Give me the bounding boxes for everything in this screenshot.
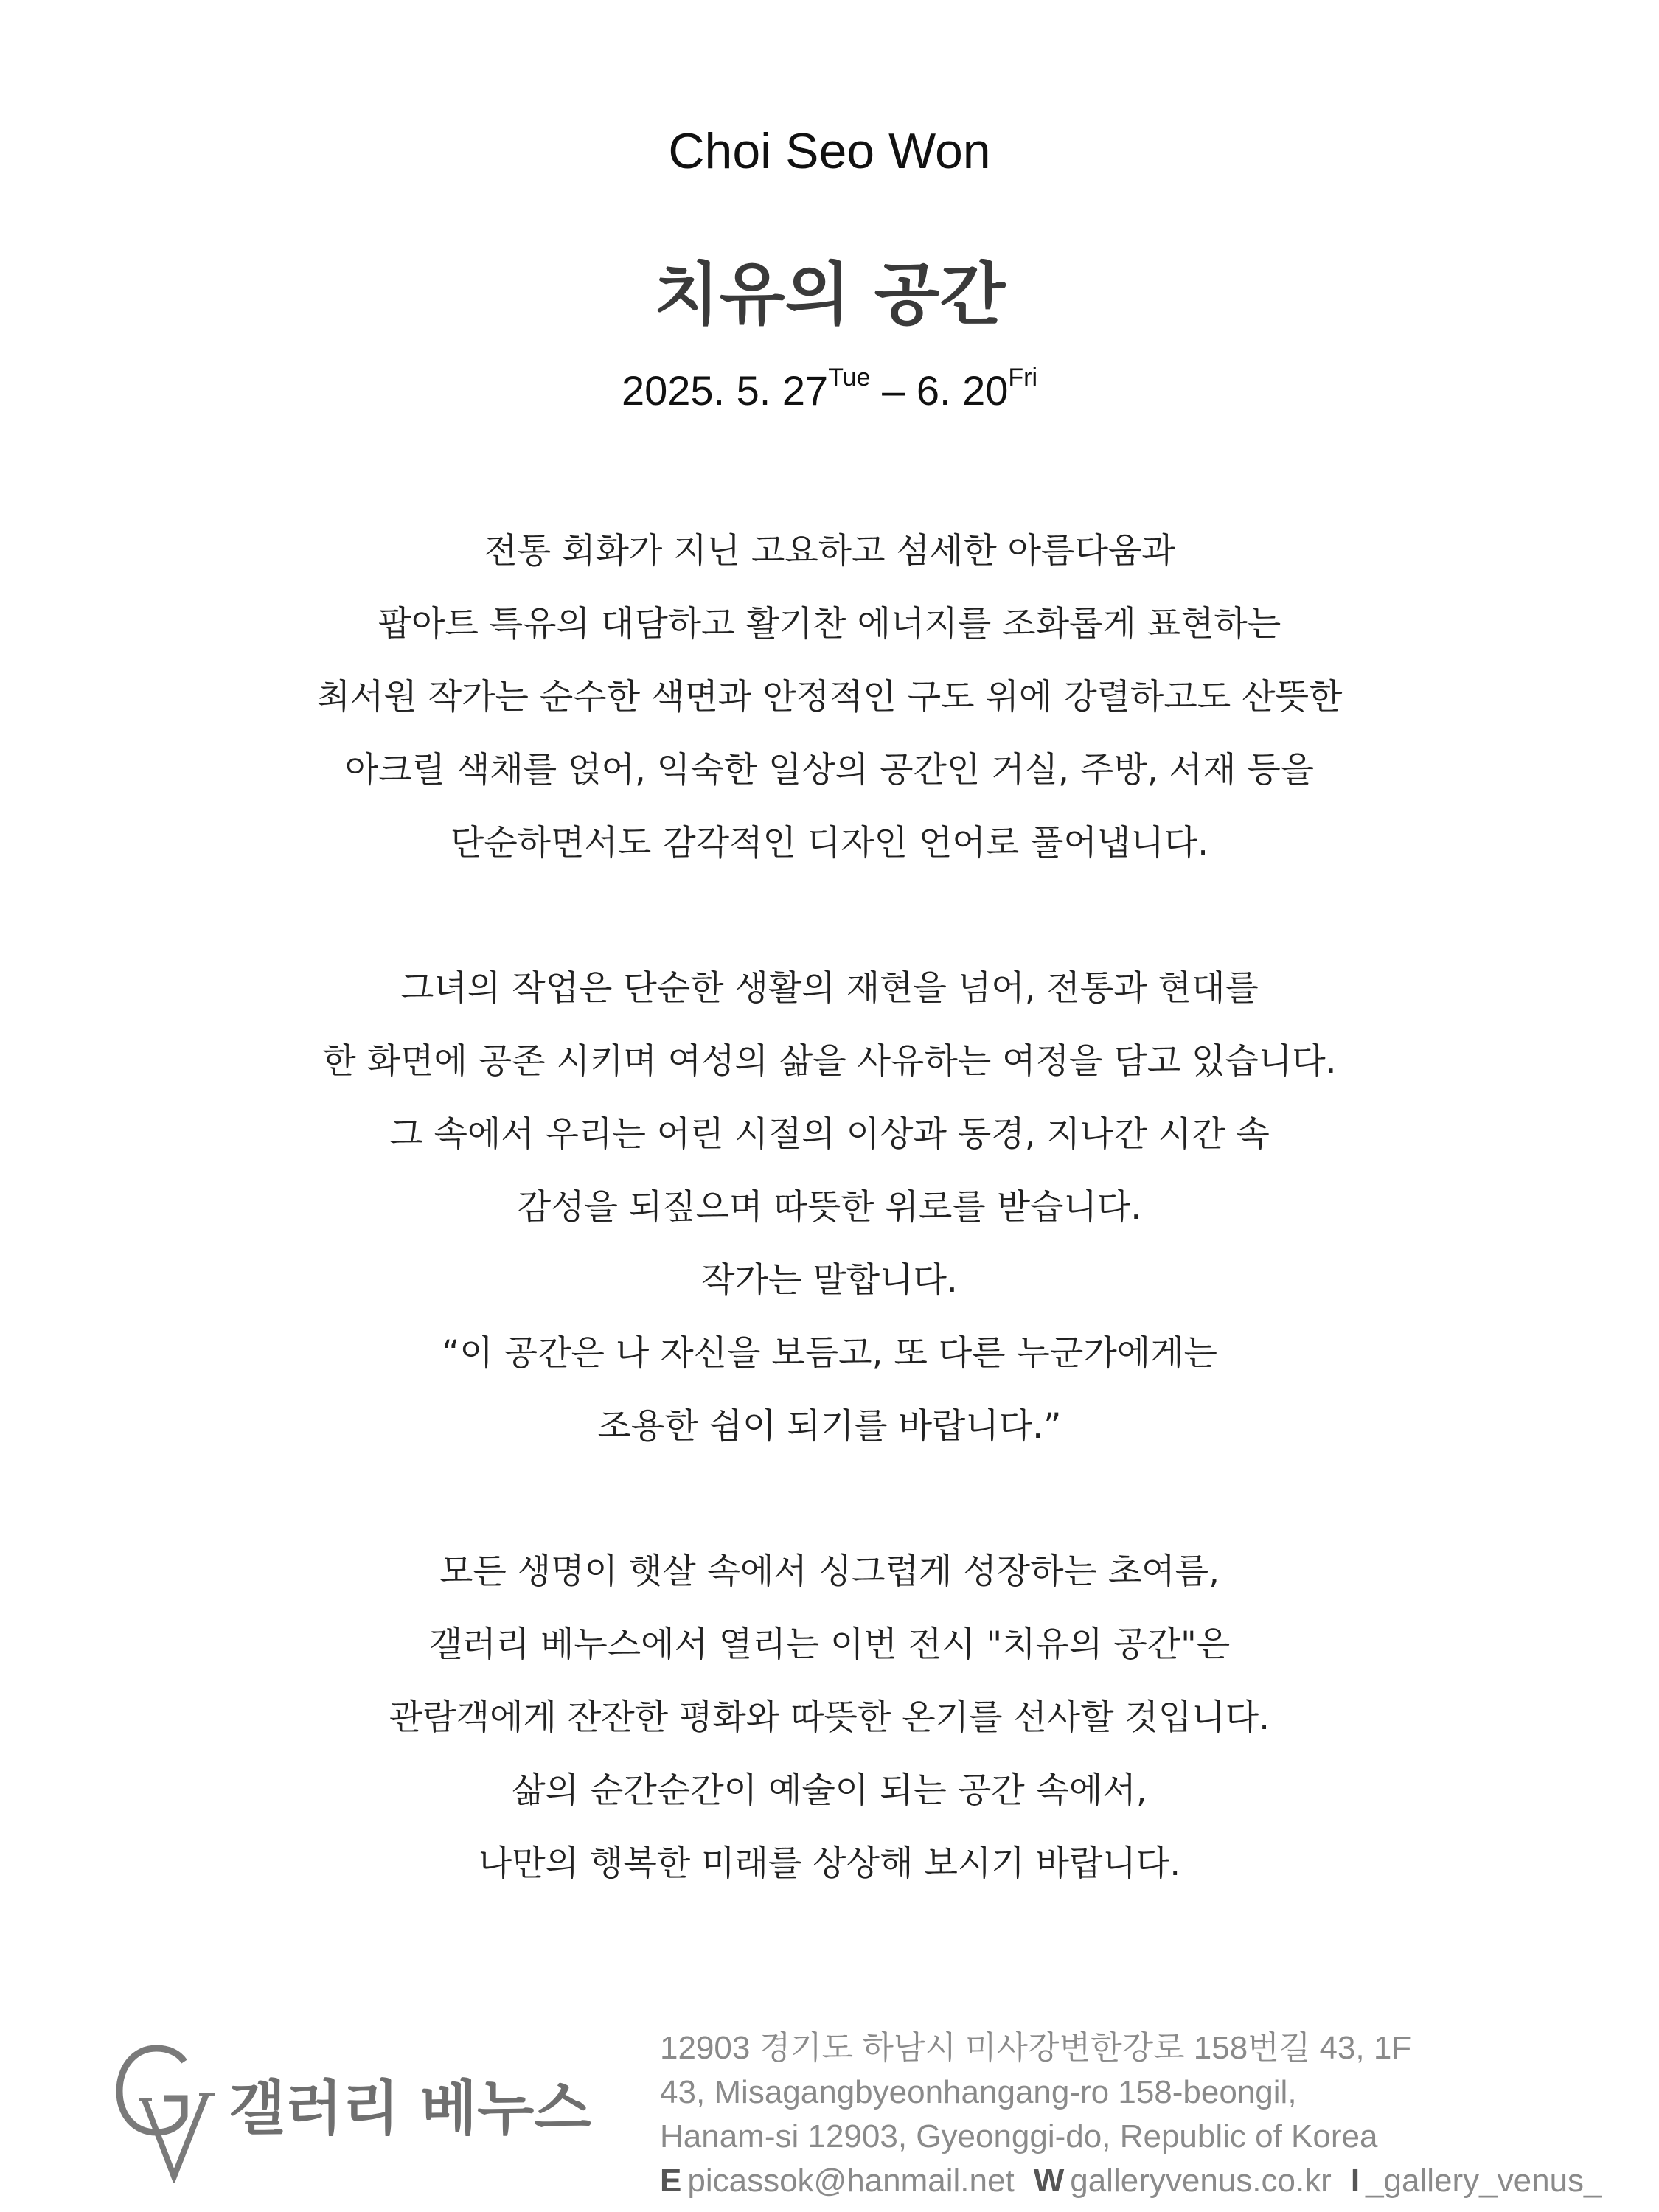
statement-line: 갤러리 베누스에서 열리는 이번 전시 "치유의 공간"은 — [428, 1624, 1231, 1665]
statement-line: 아크릴 색채를 얹어, 익숙한 일상의 공간인 거실, 주방, 서재 등을 — [344, 750, 1315, 790]
date-end-day: Fri — [1008, 364, 1038, 392]
statement-paragraph-3 — [0, 1535, 1659, 1900]
date-end: 6. 20 — [916, 367, 1009, 414]
statement-paragraph-1 — [0, 515, 1659, 880]
statement-line: 그녀의 작업은 단순한 생활의 재현을 넘어, 전통과 현대를 — [400, 968, 1259, 1009]
web-label: W — [1033, 2163, 1065, 2199]
gallery-logo — [111, 2042, 627, 2190]
statement-line: 모든 생명이 햇살 속에서 싱그럽게 성장하는 초여름, — [439, 1551, 1220, 1592]
gv-monogram-icon — [111, 2042, 221, 2183]
statement-line: 최서원 작가는 순수한 색면과 안정적인 구도 위에 강렬하고도 산뜻한 — [316, 677, 1343, 717]
gallery-name: 갤러리 베누스 — [229, 2074, 591, 2143]
exhibition-title: 치유의 공간 — [653, 255, 1006, 334]
email-link[interactable]: picassok@hanmail.net — [687, 2163, 1015, 2199]
artist-name: Choi Seo Won — [668, 123, 991, 179]
date-start-day: Tue — [828, 364, 871, 392]
exhibition-statement — [0, 515, 1659, 1900]
statement-line: 감성을 되짚으며 따뜻한 위로를 받습니다. — [517, 1187, 1142, 1228]
statement-line: 삶의 순간순간이 예술이 되는 공간 속에서, — [512, 1770, 1147, 1811]
statement-line: 한 화면에 공존 시키며 여성의 삶을 사유하는 여정을 담고 있습니다. — [322, 1041, 1337, 1082]
statement-line: 전통 회화가 지닌 고요하고 섬세한 아름다움과 — [484, 531, 1175, 571]
statement-line: 작가는 말합니다. — [701, 1260, 958, 1301]
instagram-link[interactable]: _gallery_venus_ — [1366, 2163, 1602, 2199]
date-start: 2025. 5. 27 — [621, 367, 829, 414]
statement-line: 나만의 행복한 미래를 상상해 보시기 바랍니다. — [478, 1843, 1181, 1884]
instagram-label: I — [1350, 2163, 1360, 2199]
statement-line: 그 속에서 우리는 어린 시절의 이상과 동경, 지나간 시간 속 — [389, 1114, 1270, 1155]
address-english-1: 43, Misagangbyeonhangang-ro 158-beongil, — [660, 2074, 1297, 2110]
statement-line: “이 공간은 나 자신을 보듬고, 또 다른 누군가에게는 — [442, 1333, 1217, 1374]
statement-line: 팝아트 특유의 대담하고 활기찬 에너지를 조화롭게 표현하는 — [378, 604, 1281, 644]
statement-line: 관람객에게 잔잔한 평화와 따뜻한 온기를 선사할 것입니다. — [389, 1697, 1270, 1738]
gallery-contact-info — [660, 2026, 1602, 2203]
statement-line: 단순하면서도 감각적인 디자인 언어로 풀어냅니다. — [450, 823, 1209, 863]
contact-line — [660, 2159, 1602, 2203]
date-separator: – — [882, 367, 905, 414]
website-link[interactable]: galleryvenus.co.kr — [1070, 2163, 1332, 2199]
exhibition-dates — [0, 361, 1659, 420]
statement-paragraph-2 — [0, 952, 1659, 1463]
statement-line: 조용한 쉼이 되기를 바랍니다.” — [597, 1406, 1062, 1447]
email-label: E — [660, 2163, 682, 2199]
address-english-2: Hanam-si 12903, Gyeonggi-do, Republic of Korea — [660, 2118, 1378, 2154]
address-korean: 12903 경기도 하남시 미사강변한강로 158번길 43, 1F — [660, 2030, 1412, 2066]
